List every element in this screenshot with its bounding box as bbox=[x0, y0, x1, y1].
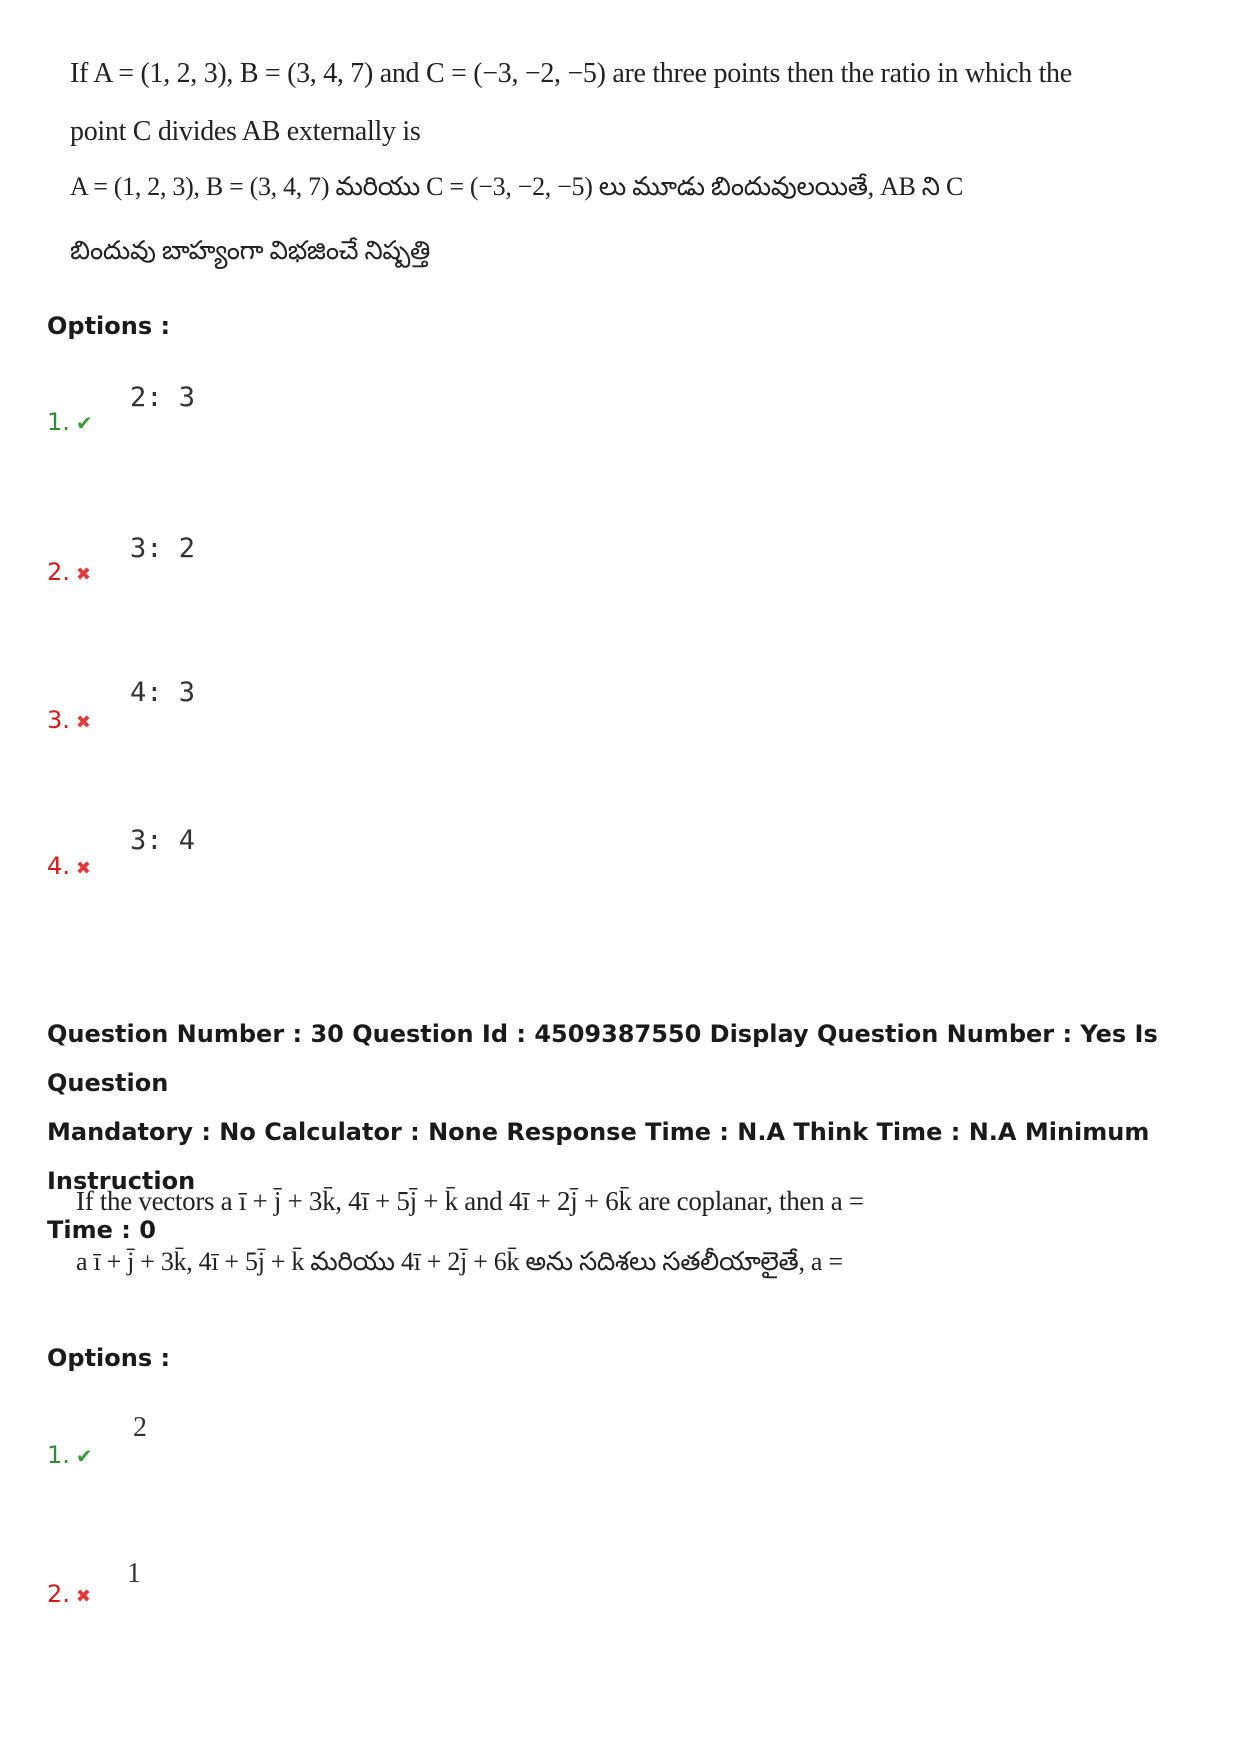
cross-icon: ✖ bbox=[75, 858, 91, 879]
cross-icon: ✖ bbox=[75, 1586, 91, 1607]
q30-text-line-2-telugu: a ī + j̄ + 3k̄, 4ī + 5j̄ + k̄ మరియు 4ī + 2j̄ + 6k̄ అను సదిశలు సతలీయాలైతే, a = bbox=[76, 1247, 843, 1276]
q30-meta bbox=[47, 1010, 1217, 1255]
cross-icon: ✖ bbox=[75, 564, 91, 585]
q29-option-3 bbox=[47, 706, 91, 734]
option-number: 3. bbox=[47, 706, 70, 734]
option-number: 1. bbox=[47, 1441, 70, 1469]
q30-option-2 bbox=[47, 1580, 91, 1608]
option-number: 1. bbox=[47, 408, 70, 436]
checkmark-icon: ✔ bbox=[75, 411, 93, 435]
option-number: 4. bbox=[47, 852, 70, 880]
q29-option-1 bbox=[47, 408, 93, 436]
option-number: 2. bbox=[47, 558, 70, 586]
q30-meta-line-1: Question Number : 30 Question Id : 4509387550 Display Question Number : Yes Is Question bbox=[47, 1020, 1158, 1097]
q29-text-line-1: If A = (1, 2, 3), B = (3, 4, 7) and C = (−3, −2, −5) are three points then the ratio in which the bbox=[70, 58, 1072, 89]
q29-option-3-value: 4: 3 bbox=[130, 677, 196, 708]
q29-option-2 bbox=[47, 558, 91, 586]
q30-option-1-value: 2 bbox=[133, 1412, 147, 1443]
option-number: 2. bbox=[47, 1580, 70, 1608]
q29-option-2-value: 3: 2 bbox=[130, 533, 196, 564]
q30-options-label: Options : bbox=[47, 1344, 171, 1372]
q29-options-label: Options : bbox=[47, 312, 171, 340]
q29-option-1-value: 2: 3 bbox=[130, 382, 196, 413]
q30-text-line-1: If the vectors a ī + j̄ + 3k̄, 4ī + 5j̄ + k̄ and 4ī + 2j̄ + 6k̄ are coplanar, then a = bbox=[76, 1186, 864, 1216]
q29-text-line-2: point C divides AB externally is bbox=[70, 116, 421, 147]
q30-option-1 bbox=[47, 1441, 93, 1469]
q30-option-2-value: 1 bbox=[127, 1558, 141, 1589]
q30-meta-line-2: Mandatory : No Calculator : None Response Time : N.A Think Time : N.A Minimum Instruction bbox=[47, 1118, 1150, 1195]
q29-text-line-4-telugu: బిందువు బాహ్యంగా విభజించే నిష్పత్తి bbox=[70, 236, 431, 265]
checkmark-icon: ✔ bbox=[75, 1444, 93, 1468]
q29-option-4-value: 3: 4 bbox=[130, 825, 196, 856]
q30-meta-line-3: Time : 0 bbox=[47, 1216, 156, 1244]
cross-icon: ✖ bbox=[75, 712, 91, 733]
q29-option-4 bbox=[47, 852, 91, 880]
q29-text-line-3-telugu: A = (1, 2, 3), B = (3, 4, 7) మరియు C = (−3, −2, −5) లు మూడు బిందువులయితే, AB ని C bbox=[70, 172, 963, 201]
